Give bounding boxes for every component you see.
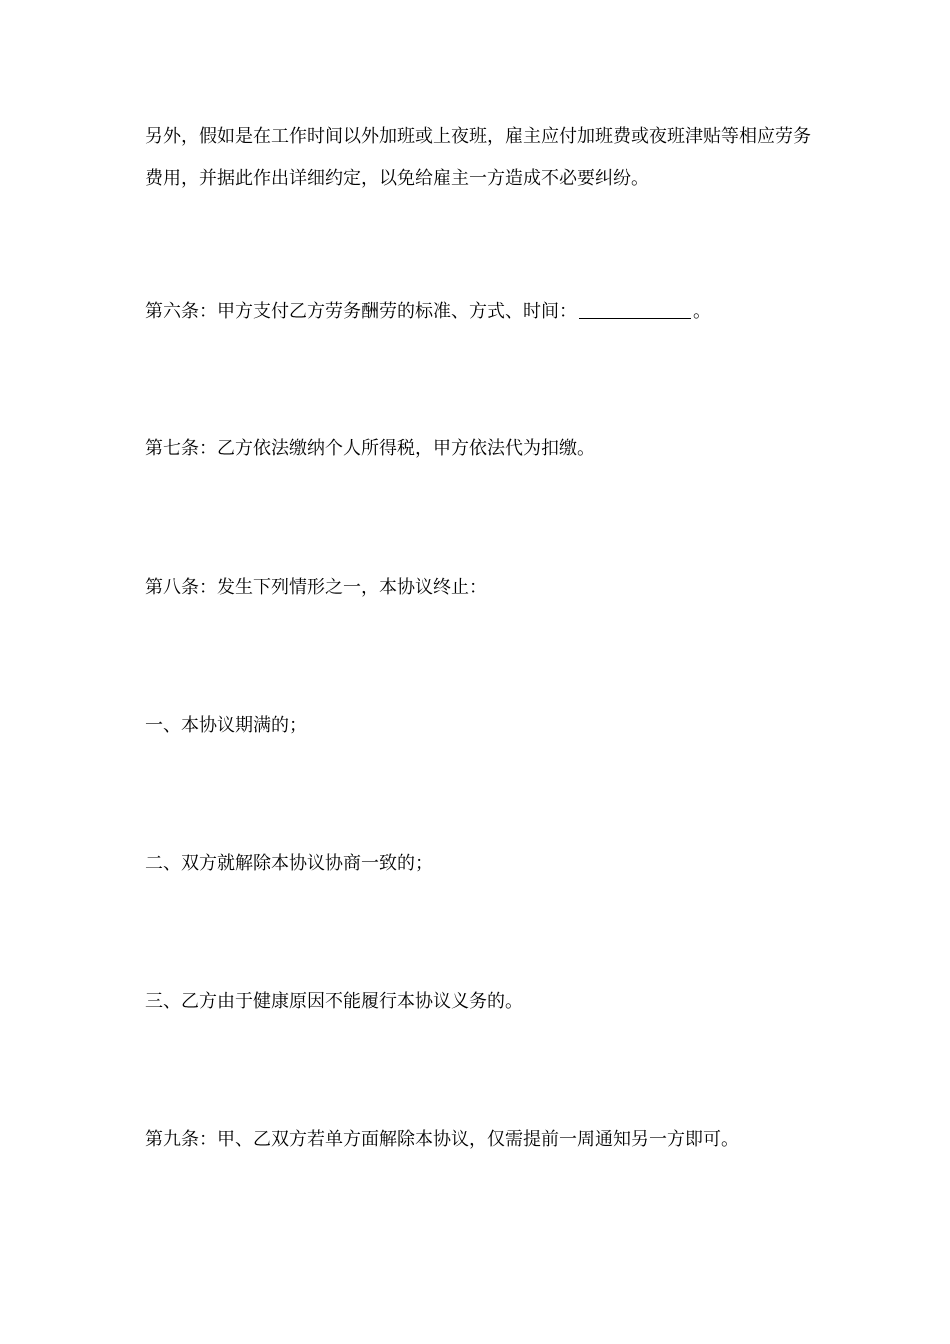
article-9: 第九条：甲、乙双方若单方面解除本协议，仅需提前一周通知另一方即可。 [145, 1129, 739, 1150]
article-8: 第八条：发生下列情形之一，本协议终止： [145, 577, 487, 598]
article-8-item-1: 一、本协议期满的； [145, 715, 307, 736]
article-8-item-2: 二、双方就解除本协议协商一致的； [145, 853, 433, 874]
article-8-item-3: 三、乙方由于健康原因不能履行本协议义务的。 [145, 991, 523, 1012]
fill-in-blank [579, 300, 691, 319]
paragraph-overtime-note: 另外，假如是在工作时间以外加班或上夜班，雇主应付加班费或夜班津贴等相应劳务费用，并据此作出详细约定，以免给雇主一方造成不必要纠纷。 [145, 126, 811, 189]
article-6-ending: 。 [693, 301, 711, 322]
article-6-text: 第六条：甲方支付乙方劳务酬劳的标准、方式、时间： [145, 301, 577, 322]
article-6 [145, 291, 815, 333]
article-7: 第七条：乙方依法缴纳个人所得税，甲方依法代为扣缴。 [145, 438, 595, 459]
